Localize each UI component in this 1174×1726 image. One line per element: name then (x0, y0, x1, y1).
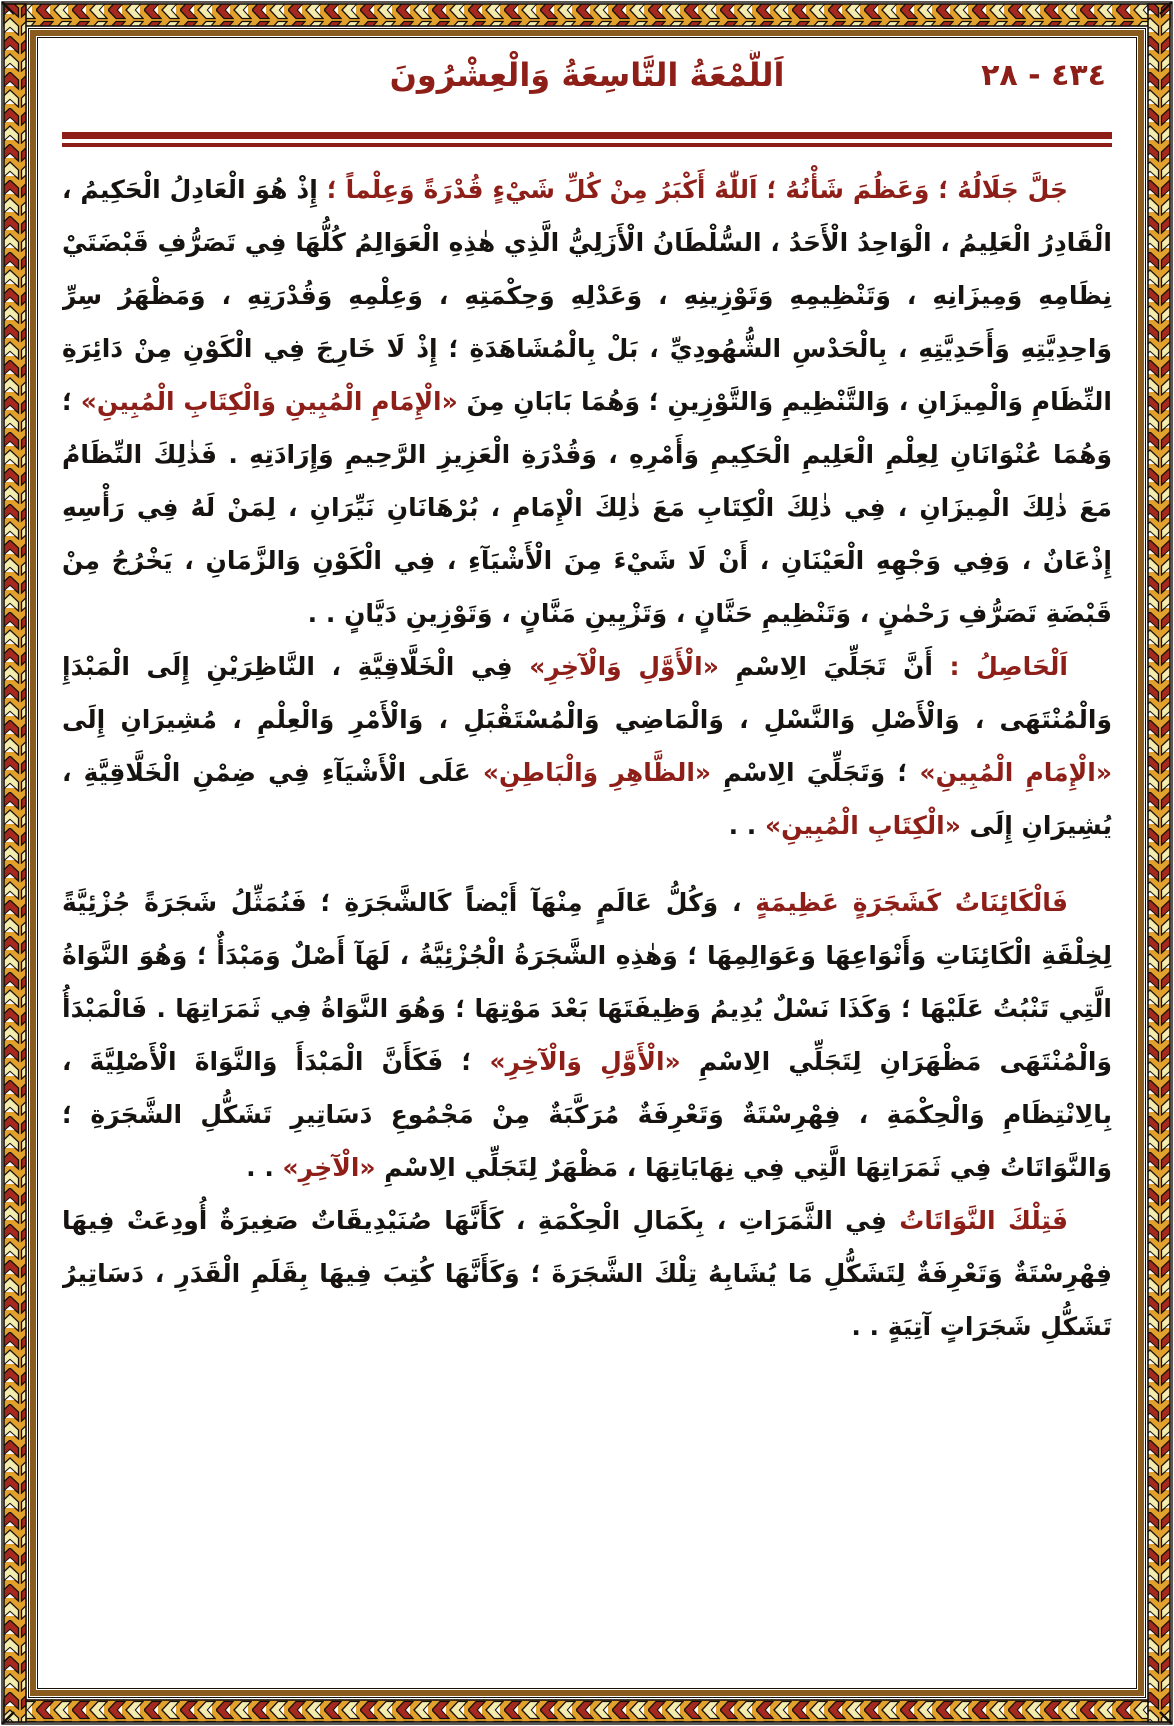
page-content (62, 50, 1112, 1682)
body-text-run: ، وَكُلُّ عَالَمٍ مِنْهَآ أَيْضاً كَالشَّجَرَةِ ؛ فَنُمَثِّلُ شَجَرَةً جُزْئِيَّةً لِخِلْقَةِ الْكَائِنَاتِ وَأَنْوَاعِهَا وَعَوَالِمِهَا ؛ وَهٰذِهِ الشَّجَرَةُ الْجُزْئِيَّةُ ، لَهَآ أَصْلٌ وَمَبْدَأٌ ؛ وَهُوَ النَّوَاةُ الَّتِي تَنْبُتُ عَلَيْهَا ؛ وَكَذَا نَسْلٌ يُدِيمُ وَظِيفَتَهَا بَعْدَ مَوْتِهَا ؛ وَهُوَ النَّوَاةُ فِي ثَمَرَاتِهَا . فَالْمَبْدَأُ وَالْمُنْتَهَى مَظْهَرَانِ لِتَجَلِّي الِاسْمِ (62, 888, 1112, 1076)
body-text-run: . . (728, 811, 765, 840)
body-text-run: فِي الثَّمَرَاتِ ، بِكَمَالِ الْحِكْمَةِ ، كَأَنَّهَا صُنَيْدِيقَاتٌ صَغِيرَةٌ أُودِعَتْ فِيهَا فِهْرِسْتَةٌ وَتَعْرِفَةٌ لِتَشَكُّلِ مَا يُشَابِهُ تِلْكَ الشَّجَرَةَ ؛ وَكَأَنَّهَا كُتِبَ فِيهَا بِقَلَمِ الْقَدَرِ ، دَسَاتِيرُ تَشَكُّلِ شَجَرَاتٍ آتِيَةٍ . . (62, 1206, 1112, 1341)
highlighted-phrase: فَالْكَائِنَاتُ كَشَجَرَةٍ عَظِيمَةٍ (741, 888, 1068, 917)
page-title: اَللَّمْعَةُ التَّاسِعَةُ وَالْعِشْرُونَ (389, 56, 785, 94)
body-text-run: إِذْ هُوَ الْعَادِلُ الْحَكِيمُ ، الْقَادِرُ الْعَلِيمُ ، الْوَاحِدُ الْأَحَدُ ، السُّلْطَانُ الْأَزَلِيُّ الَّذِي هٰذِهِ الْعَوَالِمُ كُلُّهَا فِي تَصَرُّفِ قَبْضَتَيْ نِظَامِهِ وَمِيزَانِهِ ، وَتَنْظِيمِهِ وَتَوْزِينِهِ ، وَعَدْلِهِ وَحِكْمَتِهِ ، وَعِلْمِهِ وَقُدْرَتِهِ ، وَمَظْهَرُ سِرِّ وَاحِدِيَّتِهِ وَأَحَدِيَّتِهِ ، بِالْحَدْسِ الشُّهُودِيِّ ، بَلْ بِالْمُشَاهَدَةِ ؛ إِذْ لَا خَارِجَ فِي الْكَوْنِ مِنْ دَائِرَةِ النِّظَامِ وَالْمِيزَانِ ، وَالتَّنْظِيمِ وَالتَّوْزِينِ ؛ وَهُمَا بَابَانِ مِنَ (62, 175, 1112, 416)
highlighted-phrase: «الْأَوَّلِ وَالْآخِرِ» (529, 652, 719, 681)
body-text-run: أَنَّ تَجَلِّيَ الِاسْمِ (718, 652, 933, 681)
body-text-run: ؛ وَتَجَلِّيَ الِاسْمِ (711, 758, 920, 787)
paragraph-3 (62, 876, 1112, 1194)
paragraph-2 (62, 640, 1112, 852)
highlighted-phrase: «الظَّاهِرِ وَالْبَاطِنِ» (482, 758, 712, 787)
highlighted-phrase: «الْآخِرِ» (282, 1153, 376, 1182)
page-number: ٤٣٤ - ٢٨ (981, 58, 1106, 93)
highlighted-phrase: «الْإِمَامِ الْمُبِينِ» (919, 758, 1112, 787)
page-header (62, 50, 1112, 120)
highlighted-phrase: فَتِلْكَ النَّوَاتَاتُ (886, 1206, 1068, 1235)
highlighted-phrase: اَلْحَاصِلُ : (932, 652, 1068, 681)
paragraph-4 (62, 1194, 1112, 1353)
paragraph-1 (62, 163, 1112, 640)
body-text-run: . . (246, 1153, 283, 1182)
highlighted-phrase: «الْكِتَابِ الْمُبِينِ» (765, 811, 961, 840)
body-text-run: ؛ فَكَأَنَّ الْمَبْدَأَ وَالنَّوَاةَ الْأَصْلِيَّةَ ، بِالِانْتِظَامِ وَالْحِكْمَةِ ، فِهْرِسْتَةٌ وَتَعْرِفَةٌ مُرَكَّبَةٌ مِنْ مَجْمُوعِ دَسَاتِيرِ تَشَكُّلِ الشَّجَرَةِ ؛ وَالنَّوَاتَاتُ فِي ثَمَرَاتِهَا الَّتِي فِي نِهَايَاتِهَا ، مَظْهَرٌ لِتَجَلِّي الِاسْمِ (62, 1047, 1112, 1182)
text-body (62, 163, 1112, 1353)
highlighted-phrase: «الْأَوَّلِ وَالْآخِرِ» (489, 1047, 681, 1076)
highlighted-phrase: جَلَّ جَلَالُهُ ؛ وَعَظُمَ شَأْنُهُ ؛ اَللّٰهُ أَكْبَرُ مِنْ كُلِّ شَيْءٍ قُدْرَةً وَعِلْماً ؛ (317, 175, 1068, 204)
highlighted-phrase: «الْإِمَامِ الْمُبِينِ وَالْكِتَابِ الْمُبِينِ» (80, 387, 458, 416)
body-text-run: عَلَى الْأَشْيَآءِ فِي ضِمْنِ الْخَلَّاقِيَّةِ ، يُشِيرَانِ إِلَى (62, 758, 1112, 840)
body-text-run: فِي الْخَلَّاقِيَّةِ ، النَّاظِرَيْنِ إِلَى الْمَبْدَإِ وَالْمُنْتَهَى ، وَالْأَصْلِ وَالنَّسْلِ ، وَالْمَاضِي وَالْمُسْتَقْبَلِ ، وَالْأَمْرِ وَالْعِلْمِ ، مُشِيرَانِ إِلَى (62, 652, 1112, 734)
body-text-run: ؛ وَهُمَا عُنْوَانَانِ لِعِلْمِ الْعَلِيمِ الْحَكِيمِ وَأَمْرِهِ ، وَقُدْرَةِ الْعَزِيزِ الرَّحِيمِ وَإِرَادَتِهِ . فَذٰلِكَ النِّظَامُ مَعَ ذٰلِكَ الْمِيزَانِ ، فِي ذٰلِكَ الْكِتَابِ مَعَ ذٰلِكَ الْإِمَامِ ، بُرْهَانَانِ نَيِّرَانِ ، لِمَنْ لَهُ فِي رَأْسِهِ إِذْعَانٌ ، وَفِي وَجْهِهِ الْعَيْنَانِ ، أَنْ لَا شَيْءَ مِنَ الْأَشْيَآءِ ، فِي الْكَوْنِ وَالزَّمَانِ ، يَخْرُجُ مِنْ قَبْضَةِ تَصَرُّفِ رَحْمٰنٍ ، وَتَنْظِيمِ حَنَّانٍ ، وَتَزْيِينِ مَنَّانٍ ، وَتَوْزِينِ دَيَّانٍ . . (62, 387, 1112, 628)
header-divider (62, 132, 1112, 147)
